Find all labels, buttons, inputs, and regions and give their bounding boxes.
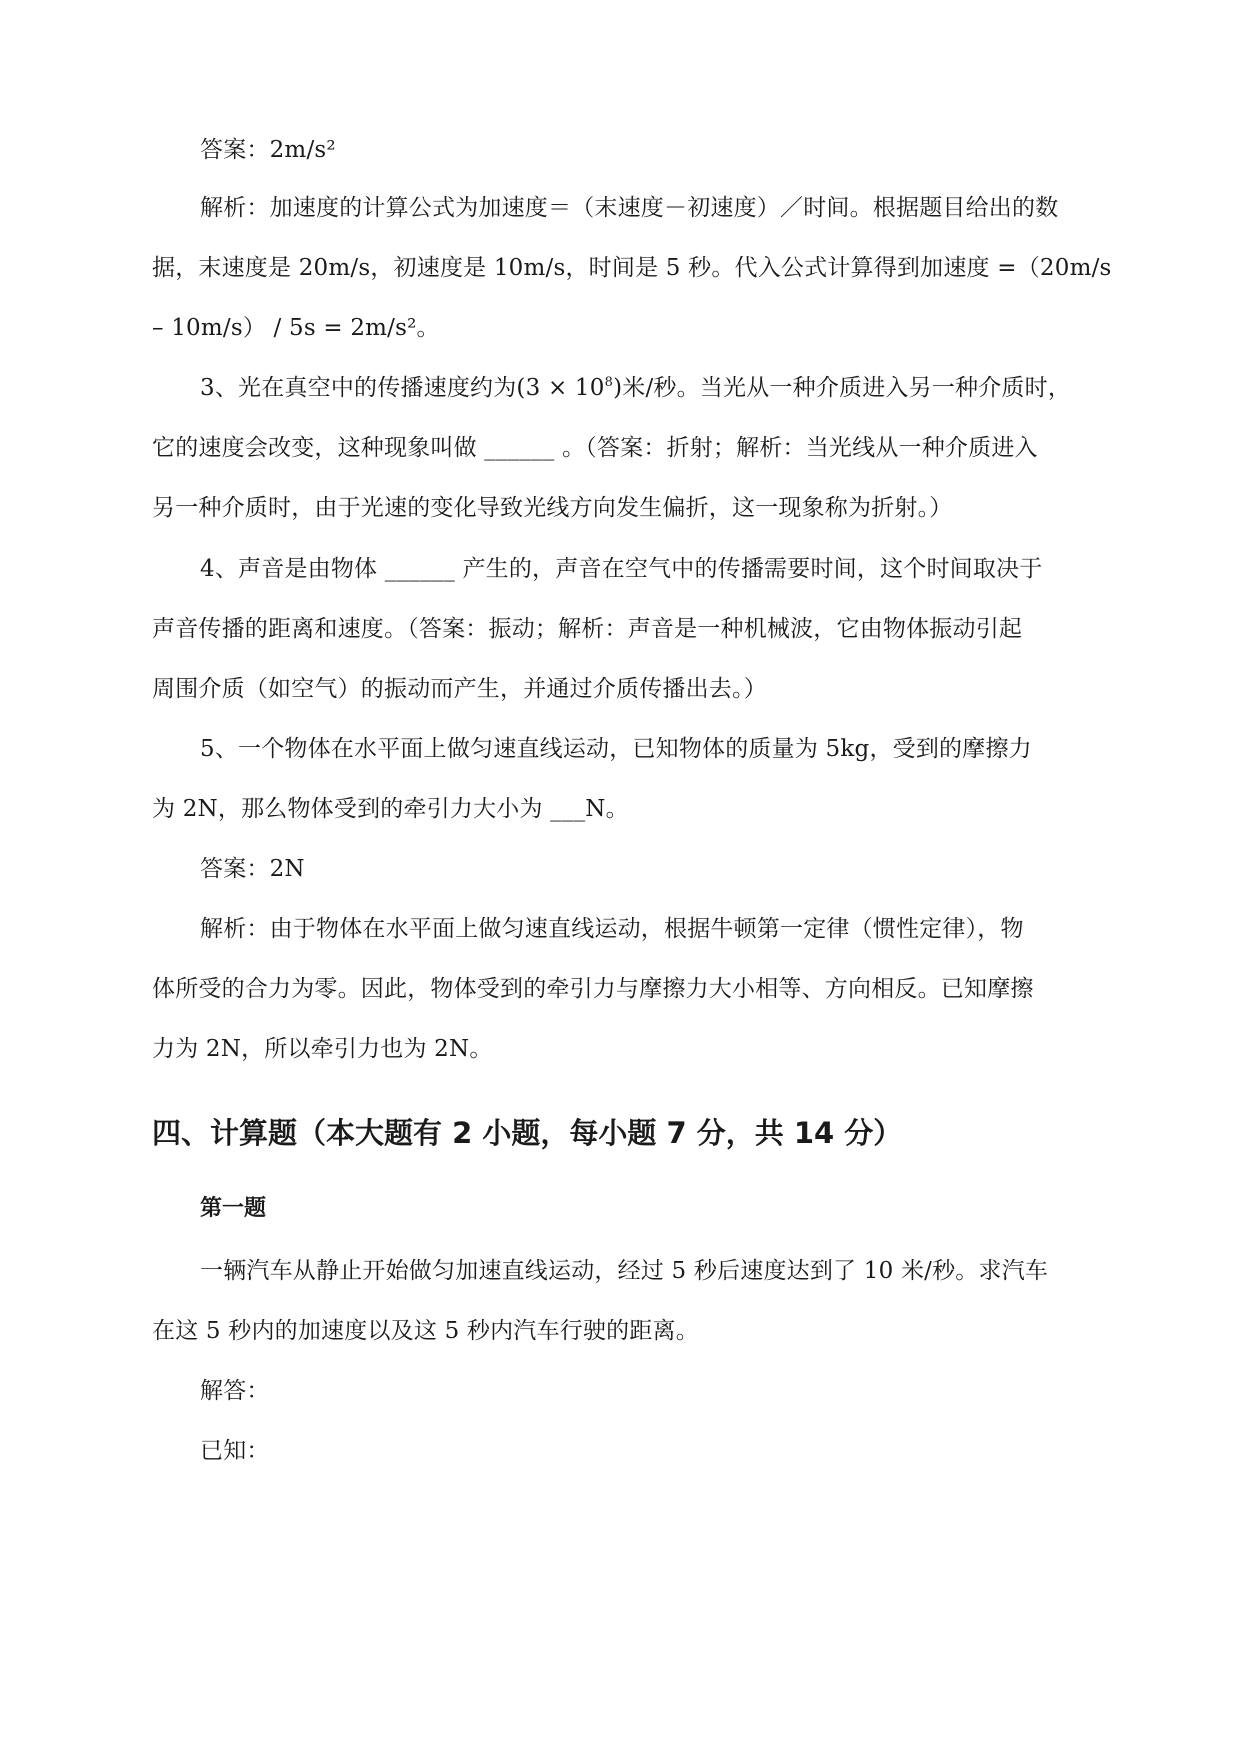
question-5-line: 5、一个物体在水平面上做匀速直线运动，已知物体的质量为 5kg，受到的摩擦力	[200, 736, 1032, 762]
question-4-line: 声音传播的距离和速度。（答案：振动；解析：声音是一种机械波，它由物体振动引起	[152, 616, 1023, 642]
explanation-line: 解析：由于物体在水平面上做匀速直线运动，根据牛顿第一定律（惯性定律），物	[200, 916, 1024, 942]
answer-line: 答案：2m/s²	[200, 137, 336, 163]
question-3-line: 另一种介质时，由于光速的变化导致光线方向发生偏折，这一现象称为折射。）	[152, 495, 953, 521]
explanation-line: – 10m/s） / 5s = 2m/s²。	[152, 315, 440, 341]
question-3-line	[200, 371, 1092, 405]
answer-line: 答案：2N	[200, 856, 305, 882]
question-5-line: 为 2N，那么物体受到的牵引力大小为 ___N。	[152, 796, 629, 822]
section-heading: 四、计算题（本大题有 2 小题，每小题 7 分，共 14 分）	[152, 1116, 903, 1150]
given-label: 已知：	[200, 1438, 270, 1464]
problem-line: 在这 5 秒内的加速度以及这 5 秒内汽车行驶的距离。	[152, 1318, 699, 1344]
question-3-text: 3、光在真空中的传播速度约为(3 × 10	[200, 375, 605, 401]
question-title: 第一题	[200, 1196, 267, 1221]
explanation-line: 解析：加速度的计算公式为加速度＝（末速度－初速度）／时间。根据题目给出的数	[200, 195, 1059, 221]
explanation-line: 力为 2N，所以牵引力也为 2N。	[152, 1036, 493, 1062]
explanation-line: 体所受的合力为零。因此，物体受到的牵引力与摩擦力大小相等、方向相反。已知摩擦	[152, 976, 1034, 1002]
exponent: 8	[604, 375, 614, 390]
question-3-text-cont: )米/秒。当光从一种介质进入另一种介质时，	[613, 375, 1072, 401]
question-3-line: 它的速度会改变，这种现象叫做 ______ 。（答案：折射；解析：当光线从一种介质进入	[152, 435, 1038, 461]
solution-label: 解答：	[200, 1378, 270, 1404]
question-4-line: 周围介质（如空气）的振动而产生，并通过介质传播出去。）	[152, 676, 767, 702]
problem-line: 一辆汽车从静止开始做匀加速直线运动，经过 5 秒后速度达到了 10 米/秒。求汽车	[200, 1258, 1049, 1284]
question-4-line: 4、声音是由物体 ______ 产生的，声音在空气中的传播需要时间，这个时间取决于	[200, 556, 1043, 582]
explanation-line: 据，末速度是 20m/s，初速度是 10m/s，时间是 5 秒。代入公式计算得到加速度 =（20m/s	[152, 255, 1112, 281]
